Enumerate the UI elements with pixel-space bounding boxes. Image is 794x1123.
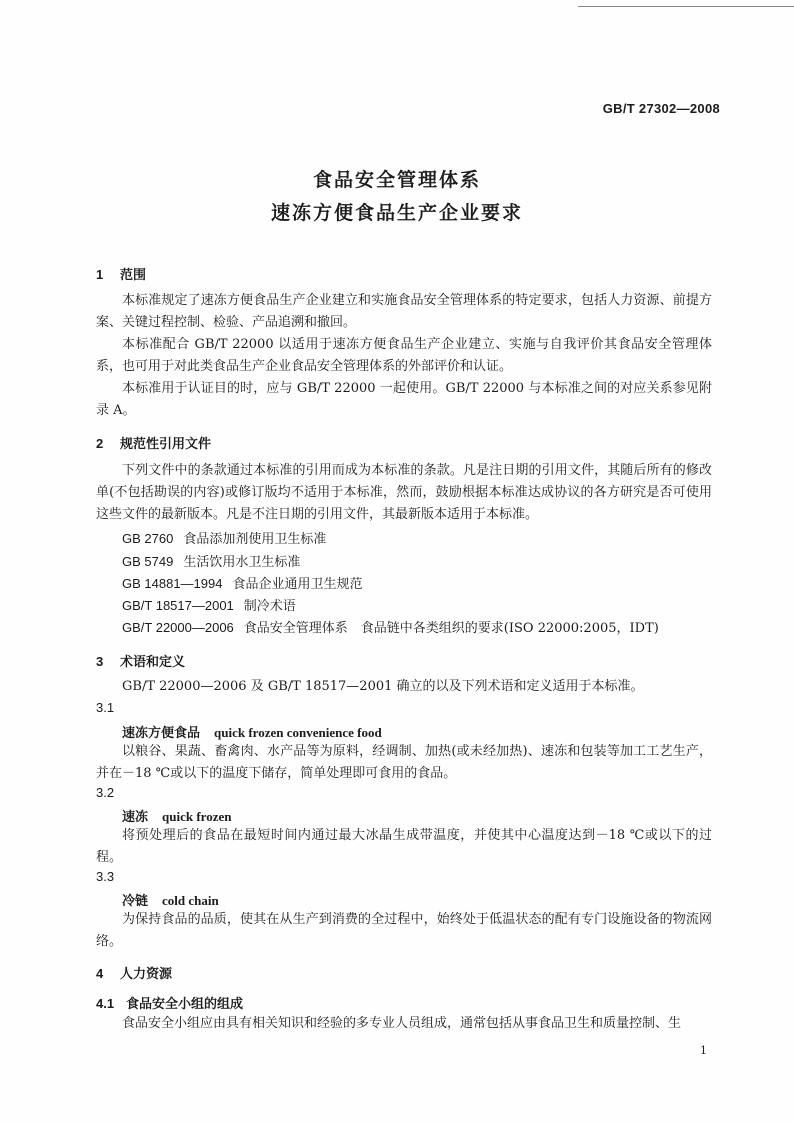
reference-code: GB/T 18517—2001 [122, 598, 234, 613]
reference-item [122, 595, 296, 614]
section-4-heading [96, 963, 172, 982]
term-en: cold chain [162, 893, 219, 908]
term-definition: 为保持食品的品质，使其在从生产到消费的全过程中，始终处于低温状态的配有专门设施设备的物流网络。 [96, 912, 712, 949]
term-entry [122, 890, 219, 909]
reference-title: 食品添加剂使用卫生标准 [183, 532, 327, 547]
term-zh: 速冻方便食品 [122, 726, 201, 741]
reference-title: 制冷术语 [243, 599, 296, 614]
normative-references-intro: 下列文件中的条款通过本标准的引用而成为本标准的条款。凡是注日期的引用文件，其随后所有的修改单(不包括勘误的内容)或修订版均不适用于本标准，然而，鼓励根据本标准达成协议的各方研究是否可使用这些文件的最新版本。凡是不注日期的引用文件，其最新版本适用于本标准。 [96, 463, 712, 522]
subsection-number: 4.1 [96, 996, 115, 1011]
term-definition: 以粮谷、果蔬、畜禽肉、水产品等为原料，经调制、加热(或未经加热)、速冻和包装等加工工艺生产，并在－18 ℃或以下的温度下储存，简单处理即可食用的食品。 [96, 744, 712, 781]
reference-code: GB 2760 [122, 531, 174, 546]
scope-paragraph-3: 本标准用于认证目的时，应与 GB/T 22000 一起使用。GB/T 22000 与本标准之间的对应关系参见附录 A。 [96, 381, 712, 418]
reference-item [122, 573, 362, 592]
section-3-heading [96, 651, 185, 670]
term-zh: 冷链 [122, 894, 149, 909]
term-zh: 速冻 [122, 810, 149, 825]
page-number: 1 [700, 1044, 707, 1057]
reference-title: 食品安全管理体系 食品链中各类组织的要求(ISO 22000:2005，IDT) [243, 621, 659, 636]
section-1-heading [96, 264, 146, 283]
food-safety-team-paragraph: 食品安全小组应由具有相关知识和经验的多专业人员组成，通常包括从事食品卫生和质量控制、生 [122, 1016, 682, 1031]
subsection-title: 食品安全小组的组成 [126, 997, 244, 1012]
reference-item [122, 617, 659, 636]
reference-item [122, 551, 300, 570]
reference-code: GB/T 22000—2006 [122, 620, 234, 635]
document-title-line-2: 速冻方便食品生产企业要求 [270, 202, 523, 224]
section-title: 术语和定义 [120, 655, 186, 670]
subsection-4-1-heading [96, 993, 243, 1012]
section-number: 1 [96, 267, 104, 282]
document-title-line-1: 食品安全管理体系 [312, 169, 481, 191]
scope-paragraph-1: 本标准规定了速冻方便食品生产企业建立和实施食品安全管理体系的特定要求，包括人力资源、前提方案、关键过程控制、检验、产品追溯和撤回。 [96, 293, 712, 330]
term-definition: 将预处理后的食品在最短时间内通过最大冰晶生成带温度，并使其中心温度达到－18 ℃或以下的过程。 [96, 828, 712, 865]
term-entry [122, 722, 382, 741]
reference-title: 食品企业通用卫生规范 [232, 577, 363, 592]
reference-title: 生活饮用水卫生标准 [183, 555, 301, 570]
clause-number: 3.1 [96, 700, 115, 715]
term-en: quick frozen convenience food [214, 725, 382, 740]
section-2-heading [96, 433, 211, 452]
section-number: 4 [96, 966, 104, 981]
clause-number: 3.2 [96, 785, 115, 800]
clause-number: 3.3 [96, 869, 115, 884]
reference-code: GB 5749 [122, 554, 174, 569]
standard-code: GB/T 27302—2008 [602, 101, 720, 116]
top-rule [578, 6, 794, 7]
section-number: 3 [96, 654, 104, 669]
section-title: 范围 [120, 268, 147, 283]
term-entry [122, 806, 231, 825]
reference-code: GB 14881—1994 [122, 576, 223, 591]
section-title: 规范性引用文件 [120, 437, 212, 452]
section-title: 人力资源 [120, 967, 173, 982]
term-en: quick frozen [162, 809, 232, 824]
terms-intro: GB/T 22000—2006 及 GB/T 18517—2001 确立的以及下列术语和定义适用于本标准。 [122, 679, 644, 694]
scope-paragraph-2: 本标准配合 GB/T 22000 以适用于速冻方便食品生产企业建立、实施与自我评价其食品安全管理体系，也可用于对此类食品生产企业食品安全管理体系的外部评价和认证。 [96, 337, 712, 374]
reference-item [122, 528, 326, 547]
section-number: 2 [96, 436, 104, 451]
